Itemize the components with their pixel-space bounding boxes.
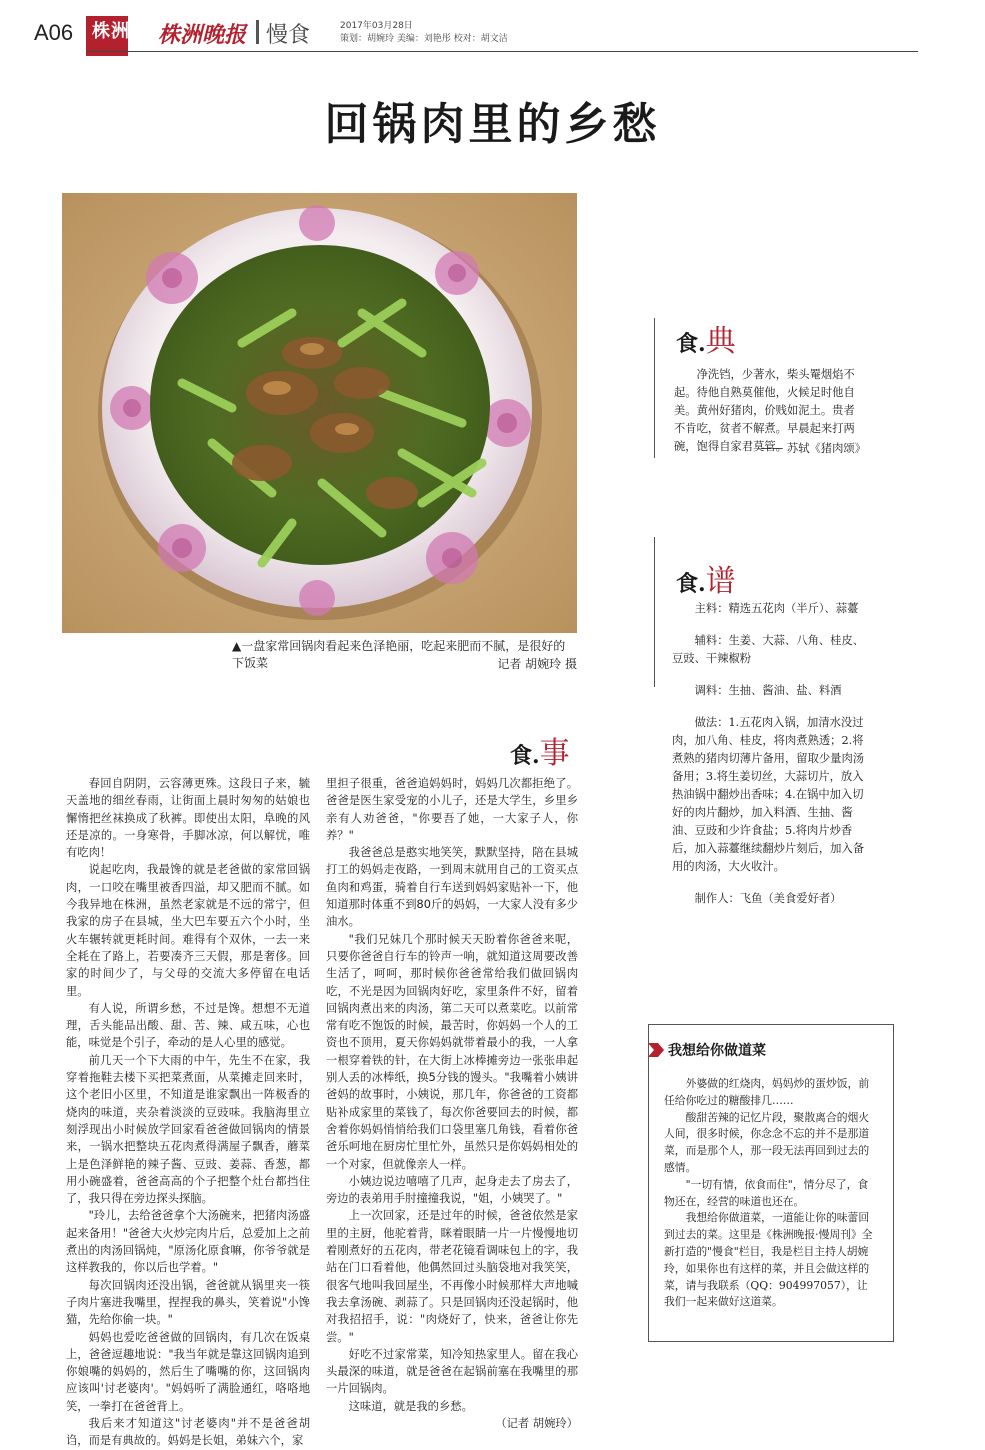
photo-caption: ▲一盘家常回锅肉看起来色泽艳丽，吃起来肥而不腻，是很好的下饭菜 — [232, 639, 566, 670]
recipe-maker: 制作人：飞鱼（美食爱好者） — [694, 892, 842, 905]
recipe-seasoning: 调料：生抽、酱油、盐、料酒 — [694, 684, 842, 697]
dish-photo — [62, 193, 577, 633]
photo-credit: 记者 胡婉玲 摄 — [497, 657, 577, 671]
article-paragraph: 春回自阴阴，云容薄更殊。这段日子来，毓天盖地的细丝春雨，让街面上晨时匆匆的姑娘也懈惰把丝袜换成了秋裤。即使出太阳，阜晚的风还是凉的。一身寒骨，手脚冰凉，何以解忧，唯有吃肉！ — [66, 777, 310, 860]
column-paragraph: 酸甜苦辣的记忆片段，聚散离合的烟火人间，很多时候，你念念不忘的并不是那道菜，而是那个人，那一段无法再回到过去的感情。 — [664, 1110, 870, 1174]
header-rule — [86, 51, 918, 52]
section-prefix: 食. — [676, 331, 706, 357]
header-divider — [256, 20, 259, 44]
dish-photo-drawing — [62, 193, 577, 633]
section-heading-pu — [676, 556, 736, 600]
column-text — [664, 1076, 876, 1311]
recipe-block — [672, 600, 872, 922]
column-paragraph: 我想给你做道菜，一道能让你的味蕾回到过去的菜。这里是《株洲晚报·慢周刊》全新打造的"慢食"栏目，我是栏目主持人胡婉玲，如果你也有这样的菜，并且会做这样的菜，请与我联系（QQ：904997057），让我们一起来做好这道菜。 — [664, 1211, 873, 1309]
article-paragraph: 上一次回家，还是过年的时候，爸爸依然是家里的主厨，他驼着背，眯着眼睛一片一片慢慢地切着刚煮好的五花肉，带老花镜看调味包上的字，我站在门口看着他，他偶然回过头脑袋地对我笑笑，很客气地叫我回屋坐，不再像小时候那样大声地喊我去拿汤碗、剥蒜了。只是回锅肉还没起锅时，他对我招招手，说："肉烧好了，快来，爸爸让你先尝。" — [326, 1209, 578, 1344]
article-paragraph: 我爸爸总是憨实地笑笑，默默坚持，陪在县城打工的妈妈走夜路，一到周末就用自己的工资买点鱼肉和鸡蛋，骑着自行车送到妈妈家贴补一下，他知道那时体重不到80斤的妈妈，一大家人没有多少油水。 — [326, 846, 578, 929]
article-paragraph: 前几天一个下大雨的中午，先生不在家，我穿着拖鞋去楼下买把菜煮面，从菜摊走回来时，这个老旧小区里，不知道是谁家飘出一阵极香的烧肉的味道，夹杂着淡淡的豆豉味。我脑海里立刻浮现出小时候放学回家看爸爸做回锅肉的情景来，一锅水把整块五花肉煮得满屋子飘香，蘑菜上是色泽鲜艳的辣子酱、豆豉、姜蒜、香葱，都用小碗盛着，爸爸高高的个子把整个灶台都挡住了，我只得在旁边探头探脑。 — [66, 1053, 310, 1206]
article-paragraph: 有人说，所谓乡愁，不过是馋。想想不无道理，舌头能品出酸、甜、苦、辣、咸五味，心也能，味觉是个引子，牵动的是人心里的感觉。 — [66, 1001, 310, 1050]
article-paragraph: 小姨边说边嘻嘻了几声，起身走去了房去了，旁边的表弟用手肘撞撞我说，"姐，小姨哭了。" — [326, 1174, 578, 1206]
article-paragraph: "我们兄妹几个那时候天天盼着你爸爸来呢，只要你爸爸自行车的铃声一响，就知道这周要改善生活了，呵呵，那时候你爸爸常给我们做回锅肉吃，不光是因为回锅肉好吃，家里条件不好，留着回锅肉煮出来的肉汤，第二天可以煮菜吃。以前常常有吃不饱饭的时候，最苦时，你妈妈一个人的工资也不顶用，夏天你妈妈就带着最小的我，一人拿一根穿着铁的针，在大街上冰棒摊旁边一张张串起别人丢的冰棒纸，换5分钱的馒头。"我嘴着小姨讲爸妈的故事时，小姨说，那几年，你爸爸的工资都贴补成家里的菜钱了，每次你爸要回去的时候，都舍着你妈妈悄悄给我们口袋里塞几角钱，看着你爸爸乐呵地在厨房忙里忙外，虽然只是你妈妈相处的一个对家，但就像亲人一样。 — [326, 932, 578, 1171]
arrow-icon — [648, 1042, 664, 1061]
article-paragraph: 这味道，就是我的乡愁。 — [348, 1399, 473, 1413]
article-paragraph: 好吃不过家常菜，知冷知热家里人。留在我心头最深的味道，就是爸爸在起锅前塞在我嘴里的那一片回锅肉。 — [326, 1347, 578, 1396]
section-char: 事 — [539, 736, 570, 771]
recipe-main: 主料：精选五花肉（半斤）、蒜薹 — [694, 602, 859, 615]
page-number: A06 — [34, 20, 74, 45]
article-paragraph: 说起吃肉，我最馋的就是老爸做的家常回锅肉，一口咬在嘴里被香四溢，却又肥而不腻。如今我异地在株洲，虽然老家就是不远的常宁，但我家的房子在县城，坐大巴车要五六个小时，坐火车辗转就更耗时间。难得有个双休，一去一来全耗在了路上，若要凑齐三天假，那是奢侈。回家的时间少了，与父母的交流大多停留在电话里。 — [66, 863, 310, 998]
recipe-method: 做法：1.五花肉入锅，加清水没过肉，加八角、桂皮，将肉煮熟透；2.将煮熟的猪肉切薄片备用，留取少量肉汤备用；3.将生姜切丝，大蒜切片，放入热油锅中翻炒出香味；4.在锅中加入切好的肉片翻炒，加入料酒、生抽、酱油、豆豉和少许食盐；5.将肉片炒香后，加入蒜薹继续翻炒片刻后，加入备用的肉汤，大火收汁。 — [672, 716, 865, 873]
poem-source: —— 苏轼《猪肉颂》 — [760, 442, 866, 455]
column-title: 我想给你做道菜 — [668, 1043, 766, 1059]
article-paragraph: "玲儿，去给爸爸拿个大汤碗来，把猪肉汤盛起来备用！"爸爸大火炒完肉片后，总爱加上之前煮出的肉汤回锅炖，"原汤化原食嘛，你爷爷就是这样教我的，你以后也学着。" — [66, 1209, 310, 1275]
staff-credits: 策划：胡婉玲 美编：刘艳彤 校对：胡文洁 — [340, 34, 508, 44]
section-name: 慢食 — [266, 23, 311, 48]
sidebar-rule-dian — [654, 318, 655, 458]
section-char: 典 — [705, 324, 736, 359]
section-prefix: 食. — [676, 571, 706, 597]
column-paragraph: "一切有情，依食而住"，情分尽了，食物还在，经营的味道也还在。 — [664, 1177, 869, 1208]
article-byline: （记者 胡婉玲） — [495, 1416, 578, 1430]
section-prefix: 食. — [510, 743, 540, 769]
page-title: 回锅肉里的乡愁 — [324, 99, 661, 150]
section-char: 谱 — [705, 564, 736, 599]
article-paragraph: 里担子很重，爸爸追妈妈时，妈妈几次都拒绝了。爸爸是医生家受宠的小儿子，还是大学生，乡里乡亲有人劝爸爸，"你要吾了她，一大家子人，你养？" — [326, 777, 578, 842]
article-paragraph: 我后来才知道这"讨老婆肉"并不是爸爸胡诌，而是有典故的。妈妈是长姐，弟妹六个，家 — [66, 1416, 310, 1448]
issue-date: 2017年03月28日 — [340, 21, 413, 31]
sidebar-rule-pu — [654, 537, 655, 687]
column-paragraph: 外婆做的红烧肉，妈妈炒的蛋炒饭，前任给你吃过的糖酸排几…… — [664, 1077, 870, 1107]
article-paragraph: 每次回锅肉还没出锅，爸爸就从锅里夹一筷子肉片塞进我嘴里，捏捏我的鼻头，笑着说"小馋猫，先给你偷一块。" — [66, 1278, 310, 1327]
recipe-aux: 辅料：生姜、大蒜、八角、桂皮、豆豉、干辣椒粉 — [672, 634, 865, 665]
logo-text: 株洲 — [92, 21, 130, 42]
article-column-left — [66, 775, 310, 1450]
poem-text: 净洗铛，少著水，柴头罨烟焰不起。待他自熟莫催他，火候足时他自美。黄州好猪肉，价贱如泥土。贵者不肯吃，贫者不解煮。早晨起来打两碗，饱得自家君莫管。 — [674, 368, 855, 453]
article-paragraph: 妈妈也爱吃爸爸做的回锅肉，有几次在饭桌上，爸爸逗趣地说："我当年就是靠这回锅肉追到你娘嘴的妈妈的，然后生了嘴嘴的你，这回锅肉应该叫'讨老婆肉'。"妈妈听了满脸通红，咯咯地笑，一拳打在爸爸背上。 — [66, 1330, 310, 1413]
article-column-right — [326, 775, 578, 1432]
section-heading-shi — [510, 728, 570, 772]
section-heading-dian — [676, 316, 736, 360]
paper-name: 株洲晚报 — [158, 22, 247, 48]
